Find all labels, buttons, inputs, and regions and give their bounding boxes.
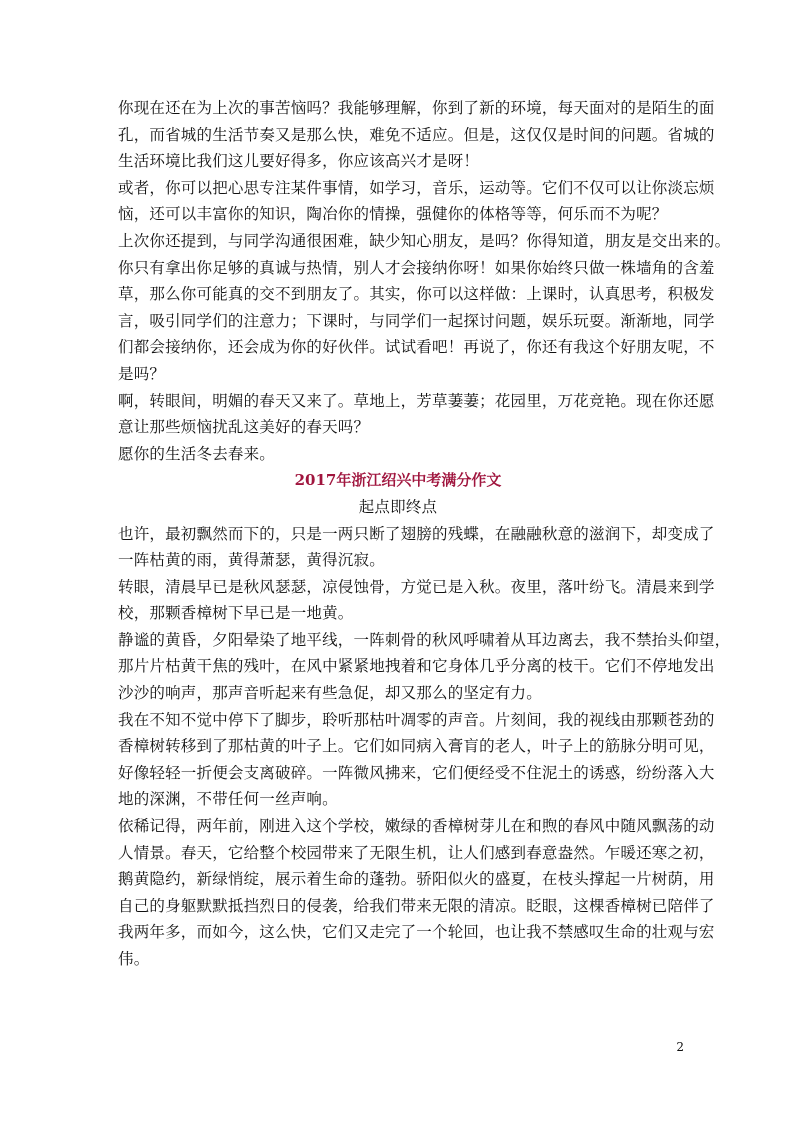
text-line: 是吗？ [118, 364, 166, 383]
essay-heading: 2017年浙江绍兴中考满分作文 [294, 471, 502, 490]
text-line: 愿你的生活冬去春来。 [118, 444, 276, 463]
text-line: 也许，最初飘然而下的，只是一两只断了翅膀的残蝶，在融融秋意的滋润下，却变成了 [118, 524, 715, 543]
text-line: 意让那些烦恼扰乱这美好的春天吗？ [118, 418, 370, 437]
text-line: 静谧的黄昏，夕阳晕染了地平线，一阵刺骨的秋风呼啸着从耳边离去，我不禁抬头仰望， [118, 630, 731, 649]
text-line: 孔，而省城的生活节奏又是那么快，难免不适应。但是，这仅仅是时间的问题。省城的 [118, 125, 715, 144]
text-line: 好像轻轻一折便会支离破碎。一阵微风拂来，它们便经受不住泥土的诱惑，纷纷落入大 [118, 763, 715, 782]
text-line: 言，吸引同学们的注意力；下课时，与同学们一起探讨问题，娱乐玩耍。渐渐地，同学 [118, 311, 715, 330]
text-line: 我在不知不觉中停下了脚步，聆听那枯叶凋零的声音。片刻间，我的视线由那颗苍劲的 [118, 710, 715, 729]
text-line: 或者，你可以把心思专注某件事情，如学习，音乐，运动等。它们不仅可以让你淡忘烦 [118, 178, 715, 197]
page-number: 2 [676, 1040, 684, 1054]
text-line: 啊，转眼间，明媚的春天又来了。草地上，芳草萋萋；花园里，万花竞艳。现在你还愿 [118, 391, 715, 410]
text-line: 们都会接纳你，还会成为你的好伙伴。试试看吧！再说了，你还有我这个好朋友呢，不 [118, 338, 715, 357]
text-line: 鹅黄隐约，新绿悄绽，展示着生命的蓬勃。骄阳似火的盛夏，在枝头撑起一片树荫，用 [118, 870, 715, 889]
text-line: 自己的身躯默默抵挡烈日的侵袭，给我们带来无限的清凉。眨眼，这棵香樟树已陪伴了 [118, 896, 715, 915]
document-body [118, 95, 731, 973]
text-line: 香樟树转移到了那枯黄的叶子上。它们如同病入膏肓的老人，叶子上的筋脉分明可见， [118, 737, 715, 756]
text-line: 沙沙的响声，那声音听起来有些急促，却又那么的坚定有力。 [118, 684, 542, 703]
text-line: 上次你还提到，与同学沟通很困难，缺少知心朋友，是吗？你得知道，朋友是交出来的。 [118, 231, 731, 250]
text-line: 一阵枯黄的雨，黄得萧瑟，黄得沉寂。 [118, 551, 385, 570]
essay-title: 起点即终点 [358, 497, 438, 516]
text-line: 我两年多，而如今，这么快，它们又走完了一个轮回，也让我不禁感叹生命的壮观与宏 [118, 923, 715, 942]
text-line: 伟。 [118, 950, 150, 968]
text-line: 校，那颗香樟树下早已是一地黄。 [118, 604, 354, 623]
text-line: 依稀记得，两年前，刚进入这个学校，嫩绿的香樟树芽儿在和煦的春风中随风飘荡的动 [118, 817, 715, 836]
text-line: 恼，还可以丰富你的知识，陶冶你的情操，强健你的体格等等，何乐而不为呢？ [118, 205, 668, 224]
text-line: 转眼，清晨早已是秋风瑟瑟，凉侵蚀骨，方觉已是入秋。夜里，落叶纷飞。清晨来到学 [118, 577, 715, 596]
text-line: 地的深渊，不带任何一丝声响。 [118, 790, 338, 809]
text-line: 草，那么你可能真的交不到朋友了。其实，你可以这样做：上课时，认真思考，积极发 [118, 285, 715, 304]
text-line: 你只有拿出你足够的真诚与热情，别人才会接纳你呀！如果你始终只做一株墙角的含羞 [118, 258, 715, 277]
text-line: 你现在还在为上次的事苦恼吗？我能够理解，你到了新的环境，每天面对的是陌生的面 [118, 99, 715, 117]
text-line: 那片片枯黄干焦的残叶，在风中紧紧地拽着和它身体几乎分离的枝干。它们不停地发出 [118, 657, 715, 676]
text-line: 人情景。春天，它给整个校园带来了无限生机，让人们感到春意盎然。乍暖还寒之初， [118, 843, 715, 862]
text-line: 生活环境比我们这儿要好得多，你应该高兴才是呀！ [118, 152, 480, 171]
